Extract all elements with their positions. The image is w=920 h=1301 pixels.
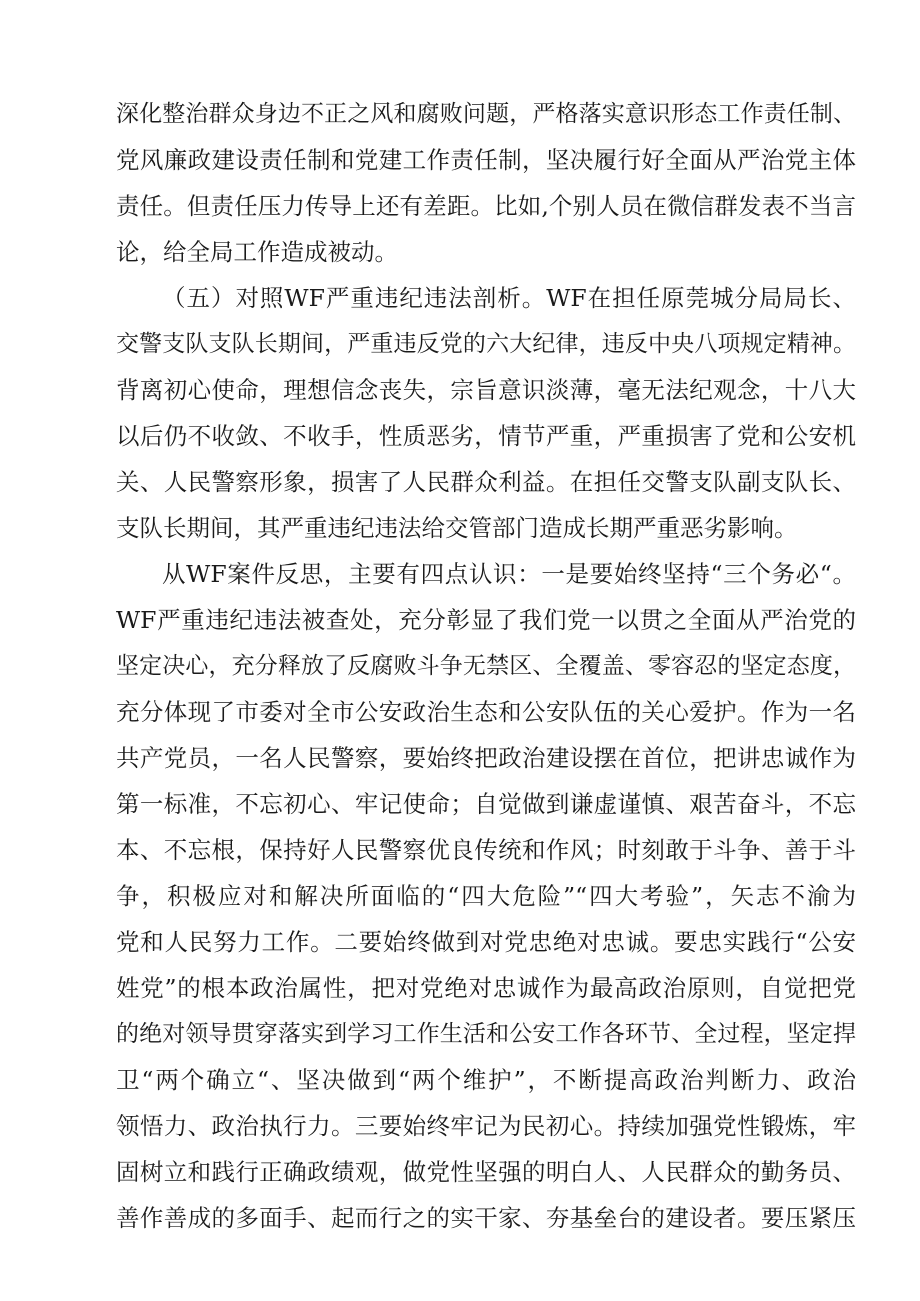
text-line: 党和人民努力工作。二要始终做到对党忠绝对忠诚。要忠实践行“公安: [116, 928, 856, 956]
text-line: 固树立和践行正确政绩观，做党性坚强的明白人、人民群众的勤务员、: [116, 1158, 856, 1186]
text-line: 支队长期间，其严重违纪违法给交管部门造成长期严重恶劣影响。: [116, 514, 798, 542]
text-line: 卫“两个确立“、坚决做到“两个维护”，不断提高政治判断力、政治: [116, 1066, 856, 1094]
text-line: 责任。但责任压力传导上还有差距。比如,个别人员在微信群发表不当言: [116, 192, 856, 220]
text-line: 共产党员，一名人民警察，要始终把政治建设摆在首位，把讲忠诚作为: [116, 744, 856, 772]
text-line: 争，积极应对和解决所面临的“四大危险”“四大考验”，矢志不渝为: [116, 882, 856, 910]
text-line: 善作善成的多面手、起而行之的实干家、夯基垒台的建设者。要压紧压: [116, 1204, 856, 1232]
text-line: 背离初心使命，理想信念丧失，宗旨意识淡薄，毫无法纪观念，十八大: [116, 376, 856, 404]
text-line: 坚定决心，充分释放了反腐败斗争无禁区、全覆盖、零容忍的坚定态度，: [116, 653, 856, 679]
text-line: 本、不忘根，保持好人民警察优良传统和作风；时刻敢于斗争、善于斗: [116, 836, 856, 864]
text-line: 交警支队支队长期间，严重违反党的六大纪律，违反中央八项规定精神。: [116, 331, 856, 357]
paragraph-heading-5: （五）对照WF严重违纪违法剖析。WF在担任原莞城分局局长、: [162, 284, 856, 312]
text-line: 充分体现了市委对全市公安政治生态和公安队伍的关心爱护。作为一名: [116, 698, 856, 726]
text-line: 的绝对领导贯穿落实到学习工作生活和公安工作各环节、全过程，坚定捍: [116, 1021, 856, 1047]
text-line: WF严重违纪违法被查处，充分彰显了我们党一以贯之全面从严治党的: [116, 606, 856, 634]
text-line: 领悟力、政治执行力。三要始终牢记为民初心。持续加强党性锻炼，牢: [116, 1112, 856, 1140]
text-line: 论，给全局工作造成被动。: [116, 238, 398, 266]
text-line: 以后仍不收敛、不收手，性质恶劣，情节严重，严重损害了党和公安机: [116, 422, 856, 450]
paragraph-start: 从WF案件反思，主要有四点认识：一是要始终坚持“三个务必“。: [162, 560, 856, 588]
text-line: 第一标准，不忘初心、牢记使命；自觉做到谦虚谨慎、艰苦奋斗，不忘: [116, 790, 856, 818]
text-line: 深化整治群众身边不正之风和腐败问题，严格落实意识形态工作责任制、: [116, 101, 856, 127]
text-line: 关、人民警察形象，损害了人民群众利益。在担任交警支队副支队长、: [116, 468, 856, 496]
text-line: 姓党”的根本政治属性，把对党绝对忠诚作为最高政治原则，自觉把党: [116, 974, 856, 1002]
text-line: 党风廉政建设责任制和党建工作责任制，坚决履行好全面从严治党主体: [116, 146, 856, 174]
